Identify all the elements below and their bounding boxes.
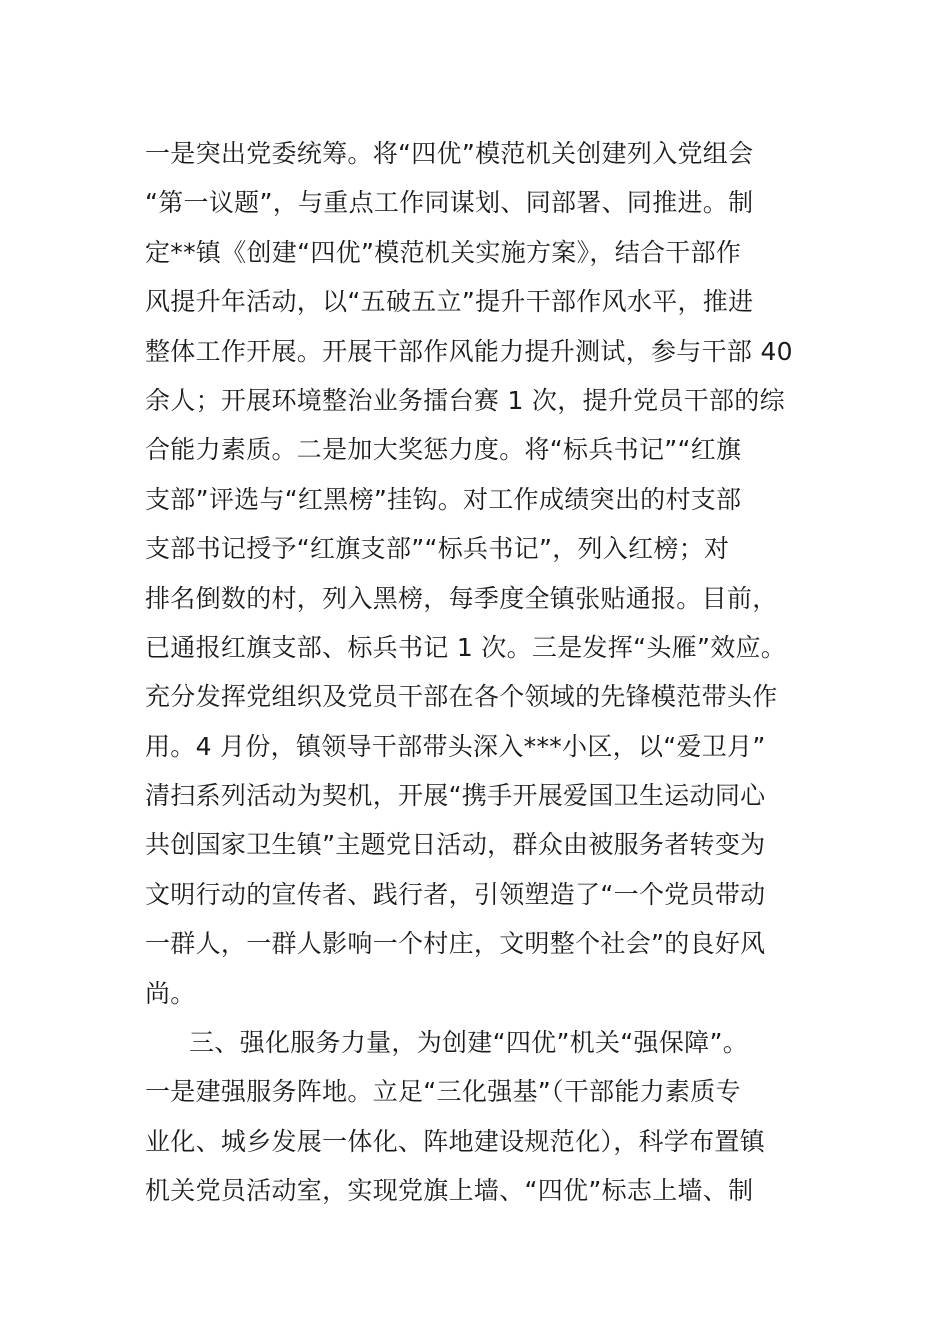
section-heading: 三、强化服务力量，为创建“四优”机关“强保障”。 (189, 1028, 749, 1058)
body-text (145, 129, 845, 1216)
text-line: 余人；开展环境整治业务擂台赛 1 次，提升党员干部的综 (145, 385, 785, 415)
text-line: 支部”评选与“红黑榜”挂钩。对工作成绩突出的村支部 (145, 484, 742, 514)
text-line: 文明行动的宣传者、践行者，引领塑造了“一个党员带动 (145, 879, 766, 909)
text-line: 整体工作开展。开展干部作风能力提升测试，参与干部 40 (145, 336, 793, 366)
text-line: 排名倒数的村，列入黑榜，每季度全镇张贴通报。目前， (145, 583, 778, 613)
text-line: 尚。 (145, 978, 196, 1008)
text-line: 一群人，一群人影响一个村庄，文明整个社会”的良好风 (145, 929, 766, 959)
text-line: 已通报红旗支部、标兵书记 1 次。三是发挥“头雁”效应。 (145, 632, 787, 662)
text-line: 合能力素质。二是加大奖惩力度。将“标兵书记”“红旗 (145, 435, 742, 465)
text-line: 共创国家卫生镇”主题党日活动，群众由被服务者转变为 (145, 830, 766, 860)
text-line: 一是突出党委统筹。将“四优”模范机关创建列入党组会 (145, 139, 754, 168)
text-line: 支部书记授予“红旗支部”“标兵书记”，列入红榜；对 (145, 534, 730, 564)
text-line: 定**镇《创建“四优”模范机关实施方案》，结合干部作 (145, 237, 742, 267)
text-line: 充分发挥党组织及党员干部在各个领域的先锋模范带头作 (145, 682, 778, 712)
text-line: “第一议题”，与重点工作同谋划、同部署、同推进。制 (145, 188, 754, 218)
text-line: 清扫系列活动为契机，开展“携手开展爱国卫生运动同心 (145, 781, 766, 811)
text-line: 一是建强服务阵地。立足“三化强基”（干部能力素质专 (145, 1077, 741, 1107)
text-line: 机关党员活动室，实现党旗上墙、“四优”标志上墙、制 (145, 1176, 754, 1206)
text-line: 风提升年活动，以“五破五立”提升干部作风水平，推进 (145, 287, 754, 317)
text-line: 业化、城乡发展一体化、阵地建设规范化），科学布置镇 (145, 1126, 766, 1156)
text-line: 用。4 月份，镇领导干部带头深入***小区，以“爱卫月” (145, 731, 766, 761)
